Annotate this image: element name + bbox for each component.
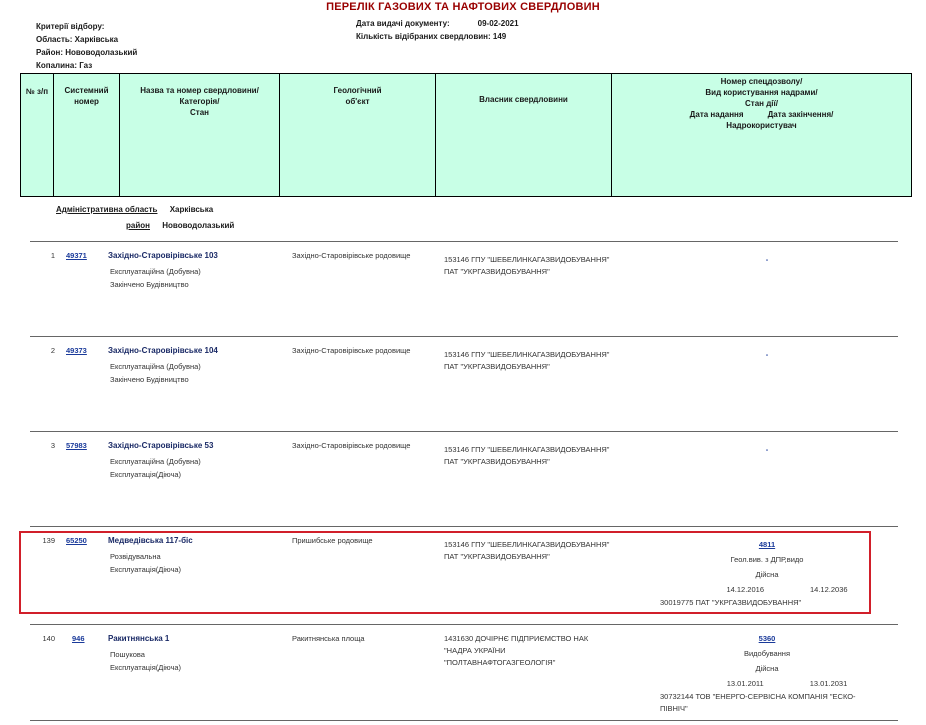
row-state: Закінчено Будівництво bbox=[110, 280, 189, 289]
row-permit-use: Видобування bbox=[743, 649, 791, 658]
row-category: Експлуатаційна (Добувна) bbox=[110, 362, 201, 371]
row-well-name: Західно-Старовірівське 104 bbox=[108, 346, 218, 355]
row-geo-object: Ракитнянська площа bbox=[292, 634, 365, 643]
row-owner: 1431630 ДОЧІРНЄ ПІДПРИЄМСТВО НАК "НАДРА УКРАЇНИ "ПОЛТАВНАФТОГАЗГЕОЛОГІЯ" bbox=[444, 634, 589, 667]
row-well-name: Ракитнянська 1 bbox=[108, 634, 170, 643]
header-col-permit-l3: Стан дії/ bbox=[745, 99, 778, 108]
row-permit-link[interactable]: 4811 bbox=[758, 540, 776, 549]
row-category: Розвідувальна bbox=[110, 552, 161, 561]
row-num: 3 bbox=[50, 441, 55, 450]
doc-count-label: Кількість відібраних свердловин: bbox=[356, 32, 491, 41]
row-num: 1 bbox=[50, 251, 55, 260]
row-sys-link[interactable]: 946 bbox=[72, 634, 85, 643]
section-oblast bbox=[56, 205, 213, 214]
header-col-num bbox=[21, 74, 54, 196]
doc-date-label: Дата видачі документу: bbox=[356, 19, 450, 28]
section-oblast-label: Адміністративна область bbox=[56, 205, 158, 214]
criteria-district: Район: Нововодолазький bbox=[36, 48, 138, 57]
criteria-label: Критерії відбору: bbox=[36, 22, 105, 31]
section-raion-value: Нововодолазький bbox=[162, 221, 235, 230]
row-highlight-box bbox=[19, 531, 871, 614]
header-col-name-l1: Назва та номер свердловини/ bbox=[140, 86, 259, 95]
header-col-name bbox=[120, 74, 280, 196]
row-category: Експлуатаційна (Добувна) bbox=[110, 267, 201, 276]
row-owner: 153146 ГПУ "ШЕБЕЛИНКАГАЗВИДОБУВАННЯ" ПАТ "УКРГАЗВИДОБУВАННЯ" bbox=[444, 350, 610, 371]
row-geo-object: Пришибське родовище bbox=[292, 536, 373, 545]
row-state: Експлуатація(Діюча) bbox=[110, 470, 182, 479]
criteria-region: Область: Харківська bbox=[36, 35, 119, 44]
row-num: 140 bbox=[42, 634, 55, 643]
row-owner: 153146 ГПУ "ШЕБЕЛИНКАГАЗВИДОБУВАННЯ" ПАТ "УКРГАЗВИДОБУВАННЯ" bbox=[444, 445, 610, 466]
section-raion bbox=[126, 221, 234, 230]
row-sys-link[interactable]: 65250 bbox=[66, 536, 87, 545]
table-row bbox=[30, 336, 898, 432]
row-permit-block bbox=[650, 633, 884, 715]
table-row bbox=[30, 624, 898, 721]
section-oblast-value: Харківська bbox=[169, 205, 214, 214]
row-state: Експлуатація(Діюча) bbox=[110, 663, 182, 672]
row-geo-object: Західно-Старовірівське родовище bbox=[292, 251, 411, 260]
header-col-sys-text: Системний номер bbox=[64, 86, 109, 106]
header-col-permit-l4a: Дата надання bbox=[689, 110, 744, 119]
doc-count-value: 149 bbox=[492, 32, 507, 41]
table-bottom-line bbox=[30, 720, 898, 721]
report-title: ПЕРЕЛІК ГАЗОВИХ ТА НАФТОВИХ СВЕРДЛОВИН bbox=[326, 1, 600, 13]
section-raion-label: район bbox=[126, 221, 150, 230]
table-header bbox=[20, 73, 912, 197]
header-col-geo-l2: об'єкт bbox=[345, 97, 370, 106]
header-col-sys bbox=[54, 74, 120, 196]
row-owner: 153146 ГПУ "ШЕБЕЛИНКАГАЗВИДОБУВАННЯ" ПАТ "УКРГАЗВИДОБУВАННЯ" bbox=[444, 255, 610, 276]
row-owner: 153146 ГПУ "ШЕБЕЛИНКАГАЗВИДОБУВАННЯ" ПАТ "УКРГАЗВИДОБУВАННЯ" bbox=[444, 540, 610, 561]
row-well-name: Медведівська 117-біс bbox=[108, 536, 193, 545]
header-col-geo bbox=[280, 74, 436, 196]
doc-date-value: 09-02-2021 bbox=[477, 19, 519, 28]
row-sys-link[interactable]: 57983 bbox=[66, 441, 87, 450]
row-num: 139 bbox=[42, 536, 55, 545]
table-row bbox=[30, 431, 898, 527]
row-num: 2 bbox=[50, 346, 55, 355]
table-row bbox=[30, 241, 898, 337]
header-col-num-text: № з/п bbox=[25, 87, 49, 96]
header-col-owner bbox=[436, 74, 612, 196]
header-col-permit-l4b: Дата закінчення/ bbox=[767, 110, 834, 119]
header-col-name-l3: Стан bbox=[190, 108, 209, 117]
header-col-permit-l1: Номер спецдозволу/ bbox=[720, 77, 803, 86]
row-geo-object: Західно-Старовірівське родовище bbox=[292, 441, 411, 450]
header-col-permit bbox=[612, 74, 911, 196]
row-permit-link[interactable]: 5360 bbox=[758, 634, 776, 643]
row-permit-date-from: 14.12.2016 bbox=[726, 585, 764, 594]
row-well-name: Західно-Старовірівське 53 bbox=[108, 441, 214, 450]
row-permit-date-to: 13.01.2031 bbox=[809, 679, 848, 688]
row-state: Закінчено Будівництво bbox=[110, 375, 189, 384]
row-category: Експлуатаційна (Добувна) bbox=[110, 457, 201, 466]
row-permit-use: Геол.вив. з ДПР,видо bbox=[730, 555, 804, 564]
header-col-name-l2: Категорія/ bbox=[179, 97, 220, 106]
row-permit-status: Дійсна bbox=[755, 664, 779, 673]
row-permit-user: 30732144 ТОВ "ЕНЕРГО-СЕРВІСНА КОМПАНІЯ "ЕСКО-ПІВНІЧ" bbox=[660, 692, 856, 713]
row-sys-link[interactable]: 49373 bbox=[66, 346, 87, 355]
row-permit: - bbox=[765, 445, 769, 454]
row-well-name: Західно-Старовірівське 103 bbox=[108, 251, 218, 260]
row-permit-date-to: 14.12.2036 bbox=[810, 585, 848, 594]
row-permit: - bbox=[765, 255, 769, 264]
row-sys-link[interactable]: 49371 bbox=[66, 251, 87, 260]
doc-info bbox=[356, 17, 519, 43]
row-state: Експлуатація(Діюча) bbox=[110, 565, 182, 574]
criteria-mineral: Копалина: Газ bbox=[36, 61, 93, 70]
row-category: Пошукова bbox=[110, 650, 145, 659]
header-col-permit-l2: Вид користування надрами/ bbox=[705, 88, 818, 97]
row-permit: - bbox=[765, 350, 769, 359]
row-permit-status: Дійсна bbox=[755, 570, 779, 579]
header-col-owner-text: Власник свердловини bbox=[479, 95, 568, 104]
header-col-permit-l5: Надрокористувач bbox=[726, 121, 797, 130]
header-col-geo-l1: Геологічний bbox=[333, 86, 382, 95]
row-geo-object: Західно-Старовірівське родовище bbox=[292, 346, 411, 355]
criteria-block bbox=[36, 20, 137, 72]
row-permit-user: 30019775 ПАТ "УКРГАЗВИДОБУВАННЯ" bbox=[660, 598, 802, 607]
row-permit-date-from: 13.01.2011 bbox=[726, 679, 764, 688]
